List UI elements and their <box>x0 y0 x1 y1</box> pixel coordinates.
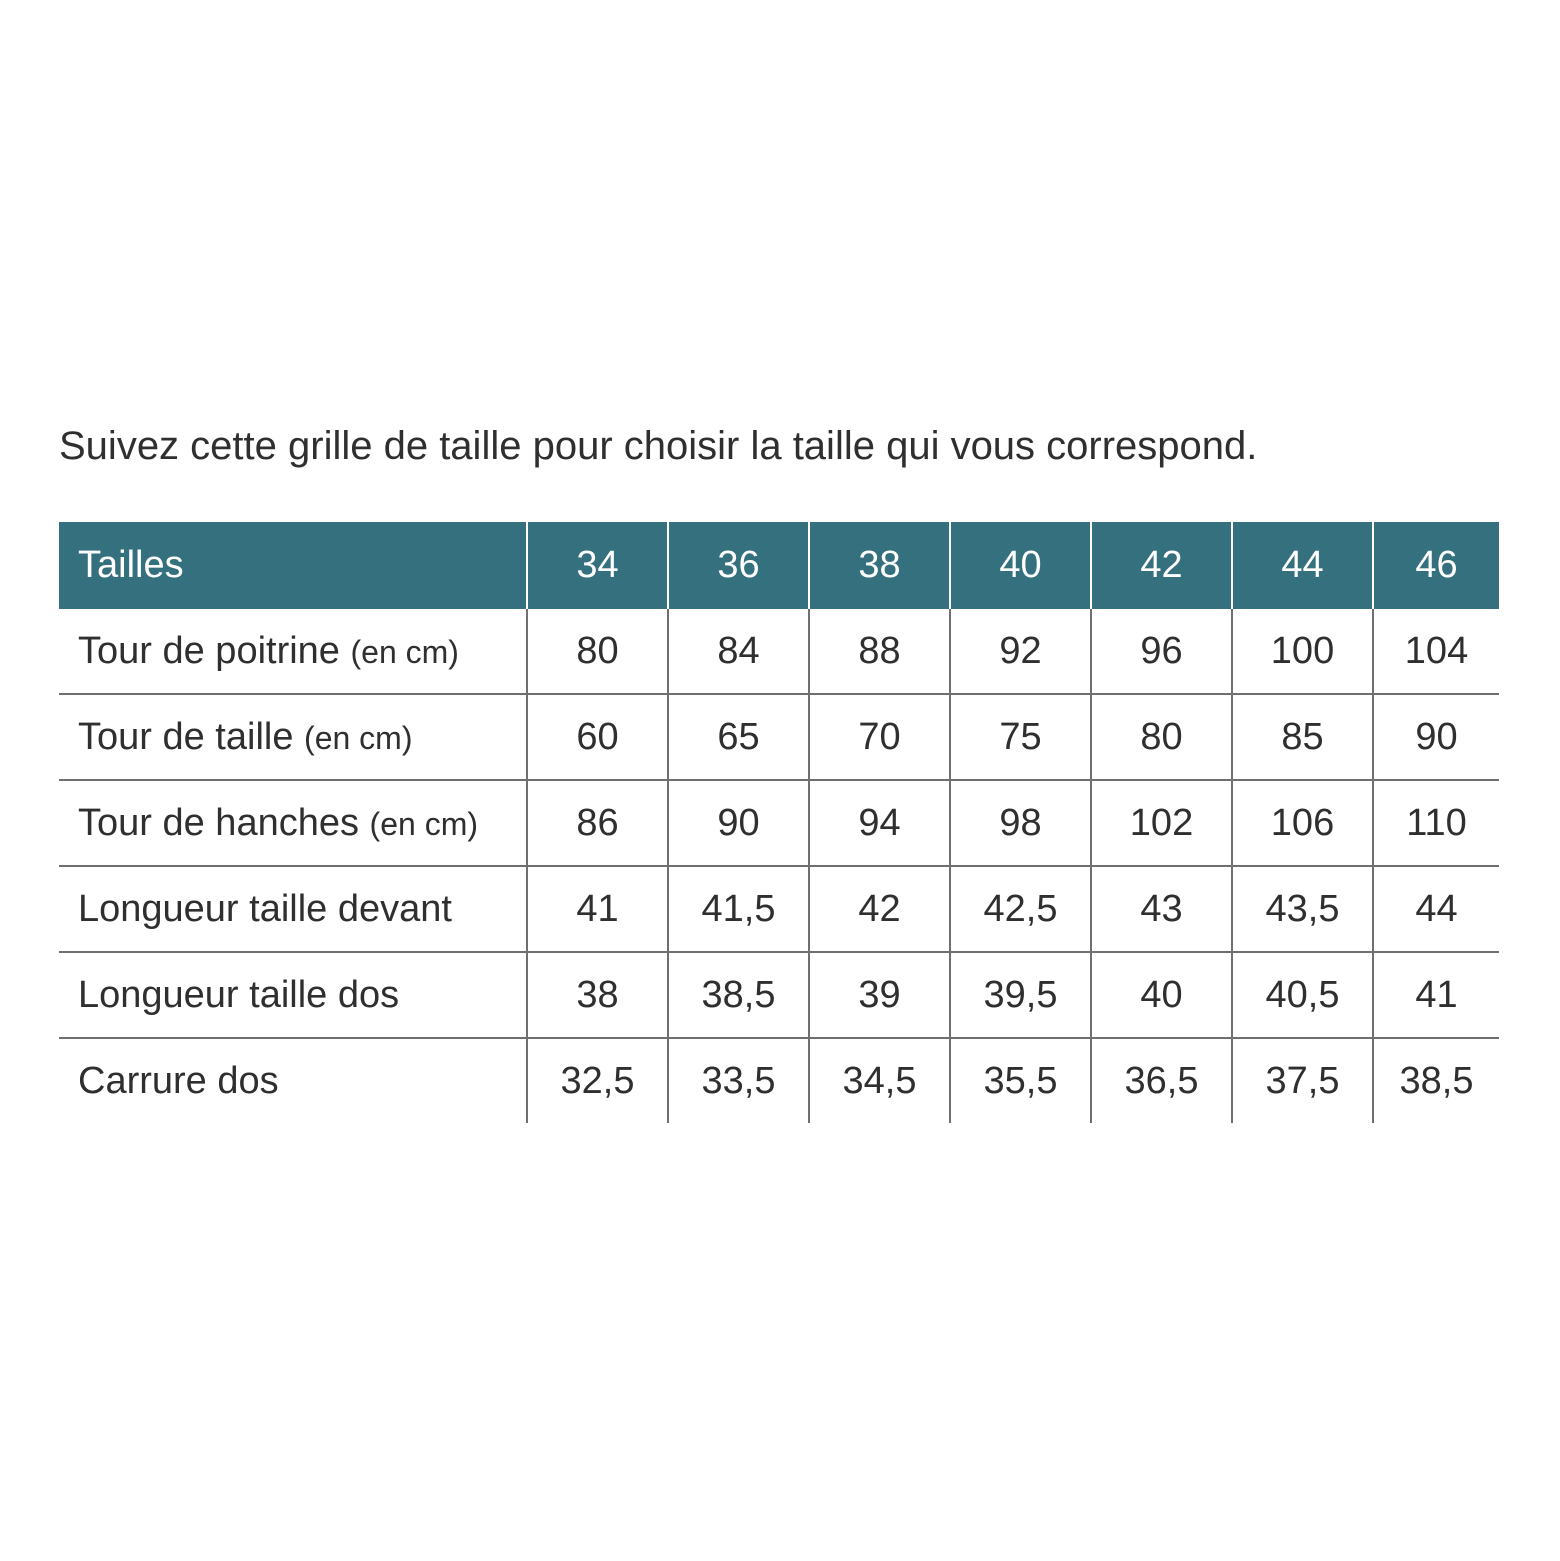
table-cell: 38 <box>527 952 668 1038</box>
measurement-unit: (en cm) <box>369 805 478 842</box>
table-cell: 80 <box>1091 694 1232 780</box>
intro-text: Suivez cette grille de taille pour choisir la taille qui vous correspond. <box>59 424 1258 468</box>
table-cell: 37,5 <box>1232 1038 1373 1123</box>
row-label <box>59 780 527 866</box>
table-row <box>59 866 1499 952</box>
table-cell: 33,5 <box>668 1038 809 1123</box>
size-header-cell: 42 <box>1091 522 1232 609</box>
table-cell: 42 <box>809 866 950 952</box>
table-cell: 36,5 <box>1091 1038 1232 1123</box>
table-cell: 38,5 <box>1373 1038 1499 1123</box>
table-cell: 39,5 <box>950 952 1091 1038</box>
table-cell: 104 <box>1373 609 1499 694</box>
row-label <box>59 952 527 1038</box>
table-cell: 43 <box>1091 866 1232 952</box>
measurement-name: Tour de hanches <box>78 801 359 844</box>
table-cell: 60 <box>527 694 668 780</box>
size-header-cell: 36 <box>668 522 809 609</box>
table-row <box>59 952 1499 1038</box>
size-header-cell: 40 <box>950 522 1091 609</box>
table-cell: 96 <box>1091 609 1232 694</box>
table-cell: 90 <box>1373 694 1499 780</box>
table-cell: 41,5 <box>668 866 809 952</box>
table-cell: 35,5 <box>950 1038 1091 1123</box>
table-row <box>59 694 1499 780</box>
table-cell: 43,5 <box>1232 866 1373 952</box>
table-cell: 41 <box>1373 952 1499 1038</box>
table-cell: 85 <box>1232 694 1373 780</box>
row-label <box>59 1038 527 1123</box>
table-cell: 94 <box>809 780 950 866</box>
measurement-name: Longueur taille dos <box>78 973 400 1016</box>
size-header-cell: 44 <box>1232 522 1373 609</box>
sizes-header-label: Tailles <box>59 522 527 609</box>
size-header-cell: 38 <box>809 522 950 609</box>
table-cell: 44 <box>1373 866 1499 952</box>
table-cell: 40 <box>1091 952 1232 1038</box>
row-label <box>59 694 527 780</box>
measurement-name: Longueur taille devant <box>78 887 452 930</box>
size-header-cell: 34 <box>527 522 668 609</box>
table-cell: 75 <box>950 694 1091 780</box>
table-cell: 39 <box>809 952 950 1038</box>
table-cell: 92 <box>950 609 1091 694</box>
table-cell: 90 <box>668 780 809 866</box>
table-cell: 42,5 <box>950 866 1091 952</box>
size-chart-table <box>59 522 1499 1123</box>
measurement-name: Carrure dos <box>78 1059 279 1102</box>
table-cell: 98 <box>950 780 1091 866</box>
table-cell: 40,5 <box>1232 952 1373 1038</box>
table-cell: 32,5 <box>527 1038 668 1123</box>
measurement-name: Tour de taille <box>78 715 294 758</box>
table-cell: 34,5 <box>809 1038 950 1123</box>
row-label <box>59 866 527 952</box>
table-cell: 70 <box>809 694 950 780</box>
table-cell: 100 <box>1232 609 1373 694</box>
table-cell: 102 <box>1091 780 1232 866</box>
table-cell: 65 <box>668 694 809 780</box>
table-cell: 110 <box>1373 780 1499 866</box>
measurement-name: Tour de poitrine <box>78 629 340 672</box>
table-cell: 38,5 <box>668 952 809 1038</box>
measurement-unit: (en cm) <box>304 719 413 756</box>
measurement-unit: (en cm) <box>350 633 459 670</box>
table-cell: 106 <box>1232 780 1373 866</box>
table-cell: 88 <box>809 609 950 694</box>
size-header-cell: 46 <box>1373 522 1499 609</box>
table-row <box>59 780 1499 866</box>
table-cell: 41 <box>527 866 668 952</box>
size-header-row <box>59 522 1499 609</box>
table-cell: 84 <box>668 609 809 694</box>
table-row <box>59 1038 1499 1123</box>
table-cell: 80 <box>527 609 668 694</box>
row-label <box>59 609 527 694</box>
table-row <box>59 609 1499 694</box>
table-cell: 86 <box>527 780 668 866</box>
